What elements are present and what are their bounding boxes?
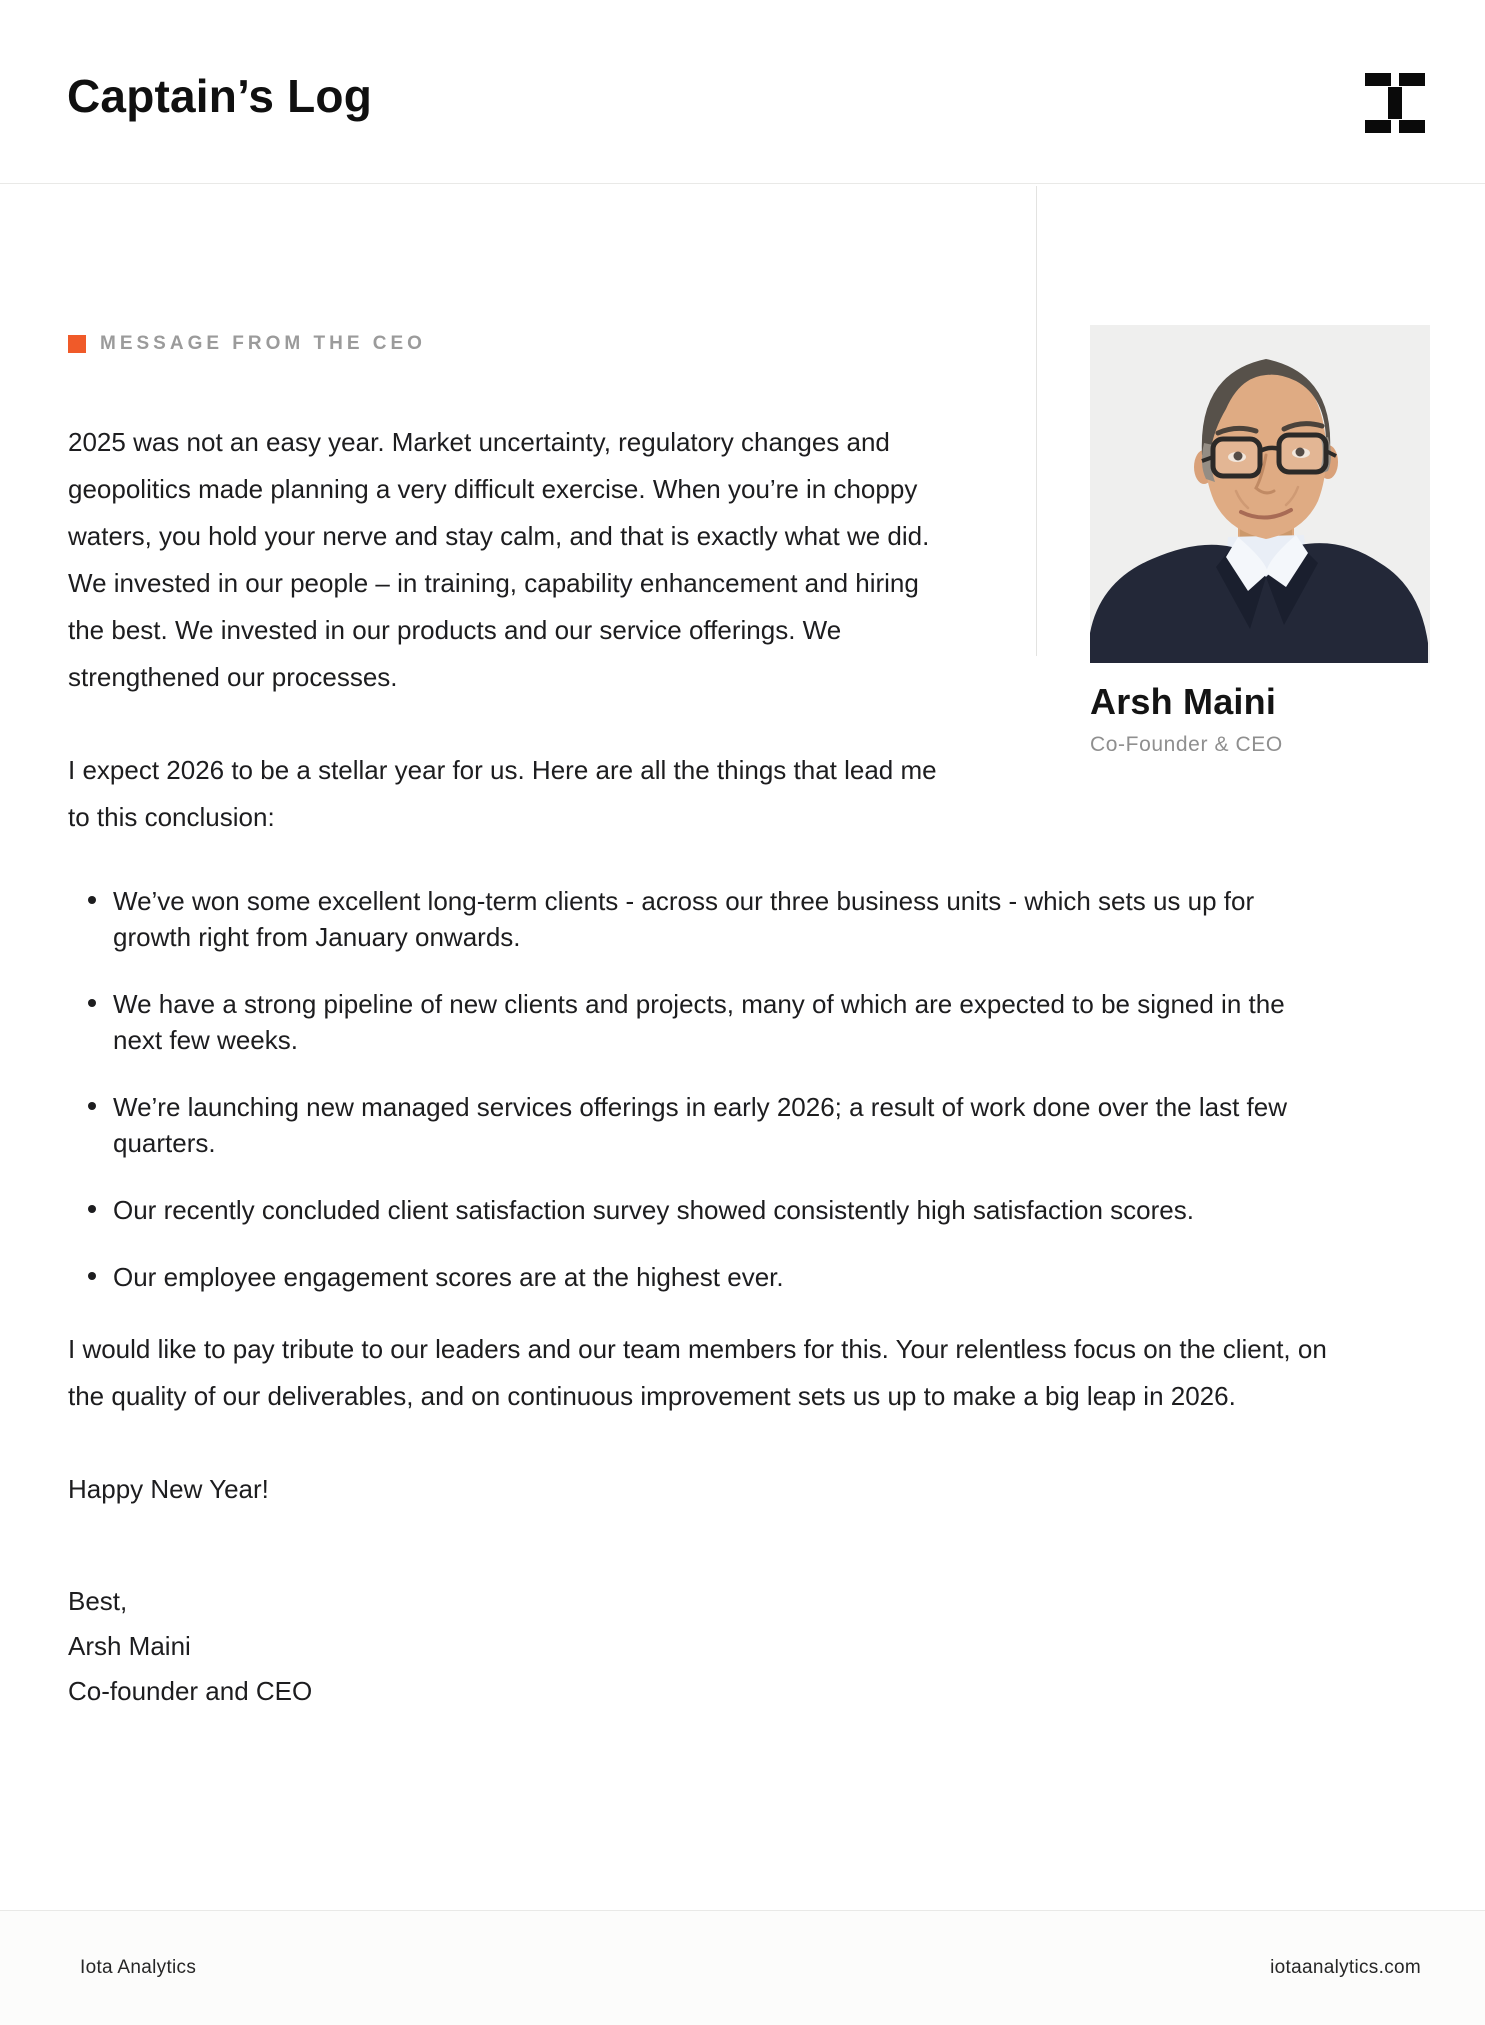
- list-item-text: We’re launching new managed services offerings in early 2026; a result of work done over the last few quarters.: [113, 1092, 1288, 1158]
- list-item-text: Our employee engagement scores are at the highest ever.: [113, 1262, 784, 1292]
- signature-line: Best,: [68, 1586, 128, 1616]
- ceo-profile-card: [1090, 325, 1430, 757]
- signature-name: Arsh Maini: [68, 1631, 191, 1661]
- page-header: [0, 0, 1485, 184]
- paragraph-outlook: I expect 2026 to be a stellar year for us. Here are all the things that lead me to this conclusion:: [68, 755, 937, 832]
- bullet-dot-icon: [88, 1102, 96, 1110]
- list-item-text: Our recently concluded client satisfaction survey showed consistently high satisfaction scores.: [113, 1195, 1194, 1225]
- bullet-dot-icon: [88, 999, 96, 1007]
- ceo-portrait-photo: [1090, 325, 1430, 663]
- list-item: [68, 1259, 1308, 1295]
- signature-block: [68, 1579, 1418, 1714]
- footer-website[interactable]: iotaanalytics.com: [1270, 1957, 1421, 1978]
- profile-title: Co-Founder & CEO: [1090, 733, 1283, 756]
- list-item: [68, 1192, 1308, 1228]
- paragraph-intro: 2025 was not an easy year. Market uncertainty, regulatory changes and geopolitics made planning a very difficult exercise. When you’re in choppy waters, you hold your nerve and stay calm, and that is exactly what we did. We invested in our people – in training, capability enhancement and hiring the best. We invested in our products and our service offerings. We strengthened our processes.: [68, 427, 930, 692]
- section-marker-icon: [68, 335, 86, 353]
- list-item: [68, 986, 1308, 1058]
- section-label-text: MESSAGE FROM THE CEO: [100, 333, 426, 354]
- footer-company: Iota Analytics: [80, 1957, 197, 1978]
- page-footer: [0, 1910, 1485, 2025]
- bullet-dot-icon: [88, 1205, 96, 1213]
- paragraph-tribute: I would like to pay tribute to our leaders and our team members for this. Your relentless focus on the client, on the quality of our deliverables, and on continuous improvement sets us up to make a big leap in 2026.: [68, 1334, 1327, 1411]
- greeting-text: Happy New Year!: [68, 1474, 269, 1504]
- profile-name: Arsh Maini: [1090, 681, 1277, 722]
- highlights-list: [68, 883, 1418, 1295]
- list-item: [68, 1089, 1308, 1161]
- list-item: [68, 883, 1308, 955]
- page-title: Captain’s Log: [67, 70, 373, 122]
- signature-role: Co-founder and CEO: [68, 1676, 313, 1706]
- bullet-dot-icon: [88, 1272, 96, 1280]
- list-item-text: We’ve won some excellent long-term clients - across our three business units - which sets us up for growth right from January onwards.: [113, 886, 1255, 952]
- list-item-text: We have a strong pipeline of new clients and projects, many of which are expected to be signed in the next few weeks.: [113, 989, 1285, 1055]
- bullet-dot-icon: [88, 896, 96, 904]
- iota-logo-icon: [1365, 73, 1425, 133]
